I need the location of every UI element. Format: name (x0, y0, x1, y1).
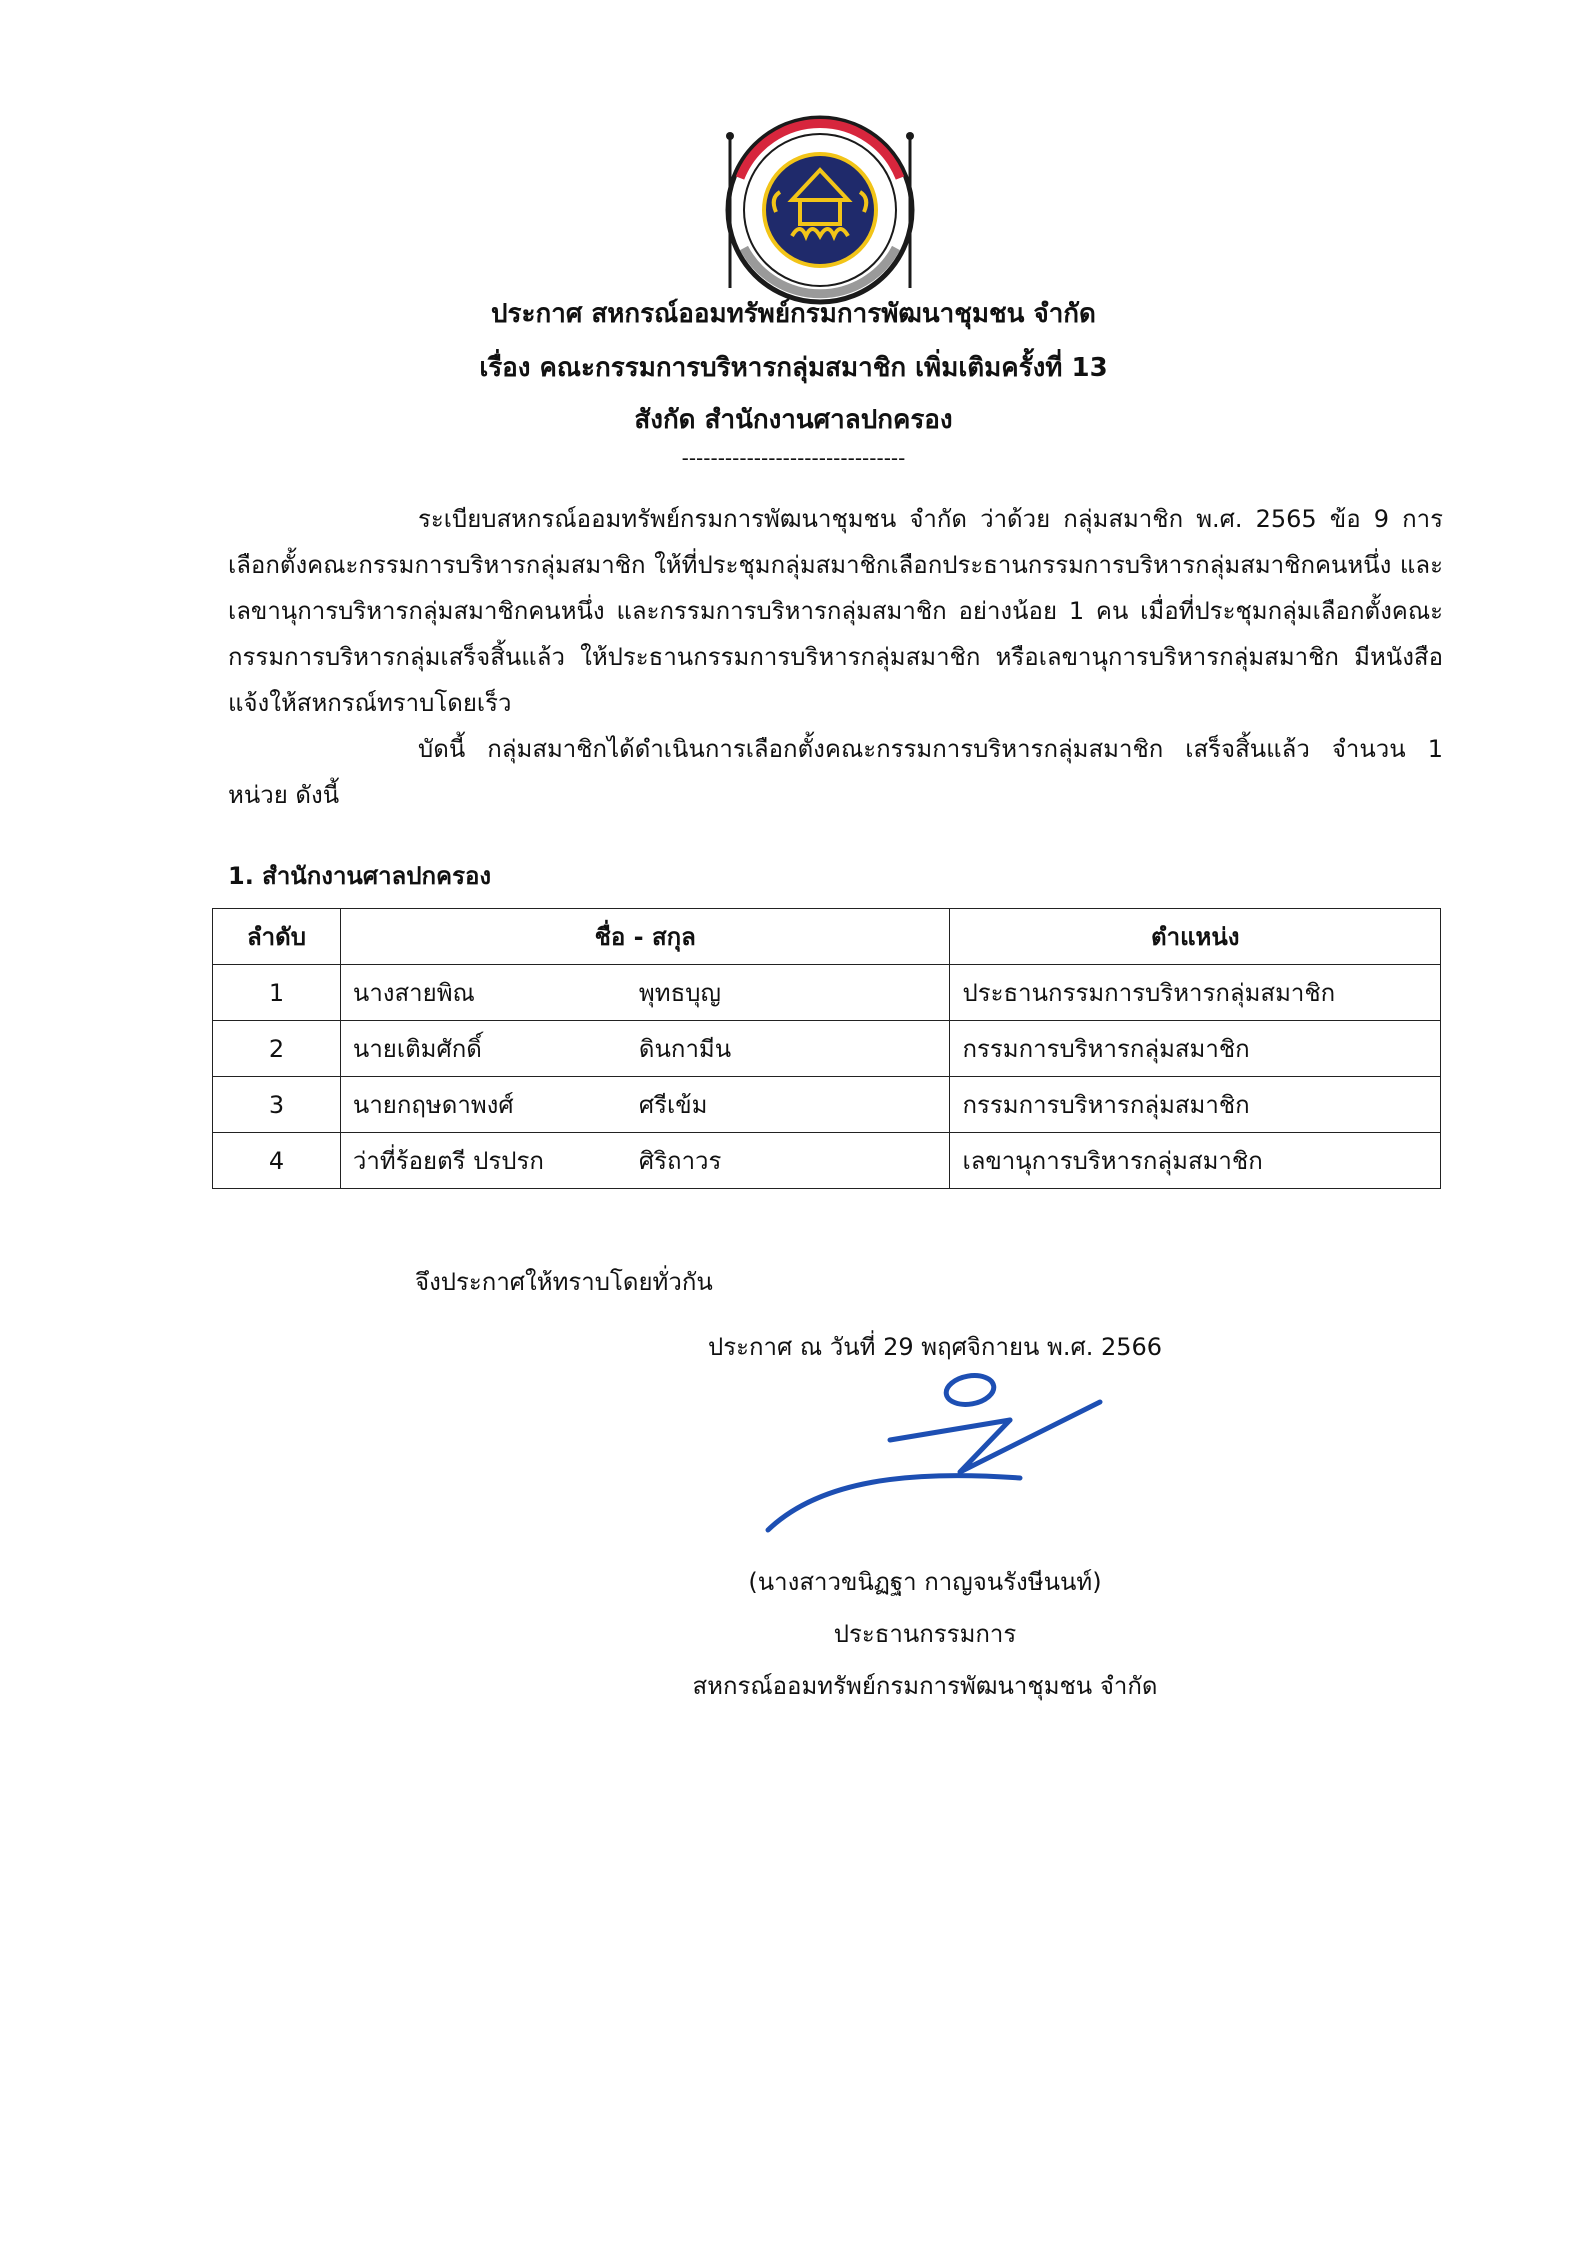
row-position: ประธานกรรมการบริหารกลุ่มสมาชิก (950, 965, 1441, 1021)
table-row (213, 1077, 1441, 1133)
row-name (340, 965, 950, 1021)
closing-statement: จึงประกาศให้ทราบโดยทั่วกัน (415, 1268, 713, 1296)
table-row (213, 1133, 1441, 1189)
table-row (213, 965, 1441, 1021)
committee-table (212, 908, 1441, 1189)
header-position: ตำแหน่ง (950, 909, 1441, 965)
row-position: เลขานุการบริหารกลุ่มสมาชิก (950, 1133, 1441, 1189)
row-position: กรรมการบริหารกลุ่มสมาชิก (950, 1021, 1441, 1077)
header-order: ลำดับ (213, 909, 341, 965)
signatory-organization: สหกรณ์ออมทรัพย์กรมการพัฒนาชุมชน จำกัด (692, 1672, 1158, 1700)
last-name: ศิริถาวร (638, 1147, 722, 1175)
row-order: 4 (213, 1133, 341, 1189)
section-title: 1. สำนักงานศาลปกครอง (228, 862, 492, 890)
first-name: ว่าที่ร้อยตรี ปรปรก (352, 1147, 544, 1175)
last-name: ดินกามีน (638, 1035, 732, 1063)
first-name: นางสายพิณ (352, 979, 475, 1007)
row-order: 2 (213, 1021, 341, 1077)
row-order: 3 (213, 1077, 341, 1133)
row-name (340, 1021, 950, 1077)
signatory-title: ประธานกรรมการ (833, 1620, 1017, 1648)
row-position: กรรมการบริหารกลุ่มสมาชิก (950, 1077, 1441, 1133)
announcement-date: ประกาศ ณ วันที่ 29 พฤศจิกายน พ.ศ. 2566 (708, 1333, 1163, 1361)
title-separator: ------------------------------- (681, 446, 906, 470)
last-name: พุทธบุญ (638, 979, 721, 1007)
table-row (213, 1021, 1441, 1077)
header-name: ชื่อ - สกุล (340, 909, 950, 965)
paragraph-2: บัดนี้ กลุ่มสมาชิกได้ดำเนินการเลือกตั้งคณะกรรมการบริหารกลุ่มสมาชิก เสร็จสิ้นแล้ว จำนวน 1 หน่วย ดังนี้ (228, 735, 1443, 809)
row-name (340, 1133, 950, 1189)
announcement-affiliation: สังกัด สำนักงานศาลปกครอง (634, 405, 953, 435)
handwritten-signature (760, 1360, 1120, 1540)
table-header-row (213, 909, 1441, 965)
first-name: นายกฤษดาพงศ์ (352, 1091, 514, 1119)
row-name (340, 1077, 950, 1133)
first-name: นายเติมศักดิ์ (352, 1035, 482, 1063)
announcement-title: ประกาศ สหกรณ์ออมทรัพย์กรมการพัฒนาชุมชน จำกัด (491, 299, 1096, 329)
last-name: ศรีเข้ม (638, 1091, 708, 1119)
row-order: 1 (213, 965, 341, 1021)
announcement-subject: เรื่อง คณะกรรมการบริหารกลุ่มสมาชิก เพิ่มเติมครั้งที่ 13 (479, 353, 1108, 383)
cooperative-logo (700, 108, 940, 318)
signatory-name: (นางสาวขนิฏฐา กาญจนรังษีนนท์) (748, 1568, 1102, 1596)
regulation-paragraph (228, 496, 1443, 818)
paragraph-1: ระเบียบสหกรณ์ออมทรัพย์กรมการพัฒนาชุมชน จำกัด ว่าด้วย กลุ่มสมาชิก พ.ศ. 2565 ข้อ 9 การเลือกตั้งคณะกรรมการบริหารกลุ่มสมาชิก ให้ที่ประชุมกลุ่มสมาชิกเลือกประธานกรรมการบริหารกลุ่มสมาชิกคนหนึ่ง และเลขานุการบริหารกลุ่มสมาชิกคนหนึ่ง และกรรมการบริหารกลุ่มสมาชิก อย่างน้อย 1 คน เมื่อที่ประชุมกลุ่มเลือกตั้งคณะกรรมการบริหารกลุ่มเสร็จสิ้นแล้ว ให้ประธานกรรมการบริหารกลุ่มสมาชิก หรือเลขานุการบริหารกลุ่มสมาชิก มีหนังสือแจ้งให้สหกรณ์ทราบโดยเร็ว (228, 505, 1443, 717)
